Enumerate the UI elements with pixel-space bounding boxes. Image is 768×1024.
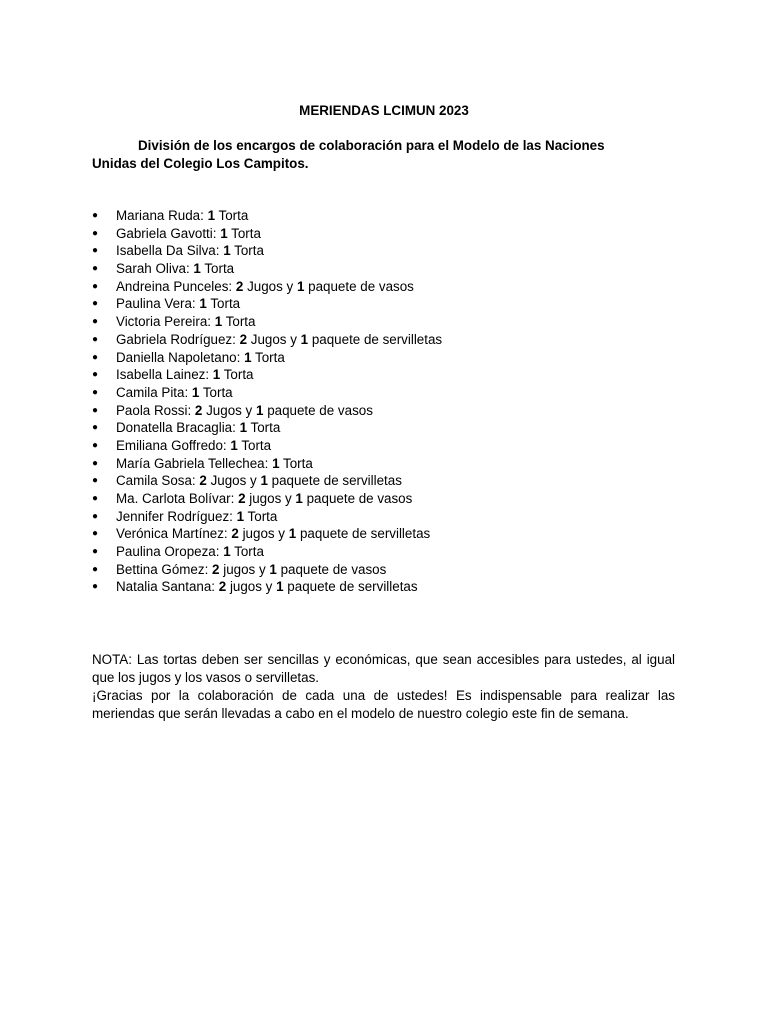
note-section — [92, 651, 675, 723]
list-item — [92, 260, 442, 278]
person-name: Gabriela Gavotti: — [116, 225, 217, 241]
person-name: Isabella Lainez: — [116, 367, 210, 383]
list-item — [92, 331, 442, 349]
person-name: Sarah Oliva: — [116, 261, 190, 277]
bullet-icon: ● — [92, 457, 99, 469]
quantity-1: 2 — [199, 473, 207, 489]
item-1: Torta — [250, 420, 281, 436]
item-2: paquete de servilletas — [287, 579, 418, 595]
quantity-2: 1 — [269, 561, 277, 577]
quantity-1: 2 — [235, 278, 244, 294]
list-item — [92, 490, 442, 508]
quantity-1: 2 — [194, 402, 203, 418]
person-name: Victoria Pereira: — [116, 314, 212, 330]
list-item — [92, 384, 442, 402]
bullet-icon: ● — [92, 351, 99, 363]
quantity-1: 2 — [212, 561, 220, 577]
person-name: Isabella Da Silva: — [116, 243, 220, 259]
item-1: Torta — [234, 243, 264, 259]
bullet-icon: ● — [92, 245, 99, 257]
bullet-icon: ● — [92, 475, 99, 487]
quantity-1: 1 — [272, 455, 280, 471]
person-name: Camila Sosa: — [116, 473, 196, 489]
bullet-icon: ● — [92, 316, 99, 328]
person-name: Mariana Ruda: — [116, 208, 204, 223]
person-name: Daniella Napoletano: — [116, 349, 241, 365]
list-item — [92, 225, 442, 243]
person-name: Ma. Carlota Bolívar: — [116, 491, 235, 506]
quantity-1: 1 — [214, 314, 223, 330]
item-2: paquete de vasos — [306, 491, 413, 506]
quantity-1: 2 — [238, 491, 246, 506]
quantity-2: 1 — [300, 331, 309, 347]
person-name: Donatella Bracaglia: — [116, 420, 236, 436]
bullet-icon: ● — [92, 546, 99, 558]
quantity-2: 1 — [276, 579, 284, 595]
person-name: María Gabriela Tellechea: — [116, 455, 269, 471]
bullet-icon: ● — [92, 563, 99, 575]
quantity-2: 1 — [295, 491, 303, 506]
quantity-1: 1 — [230, 437, 238, 453]
bullet-icon: ● — [92, 210, 99, 221]
person-name: Camila Pita: — [116, 384, 189, 400]
quantity-1: 1 — [220, 225, 228, 241]
quantity-1: 1 — [223, 544, 231, 560]
list-item — [92, 242, 442, 260]
bullet-icon: ● — [92, 298, 99, 310]
list-item — [92, 543, 442, 561]
quantity-1: 1 — [244, 349, 252, 365]
assignment-list — [92, 207, 442, 596]
item-1: jugos y — [229, 579, 273, 595]
item-2: paquete de vasos — [280, 561, 387, 577]
list-item — [92, 561, 442, 579]
item-1: Torta — [247, 508, 278, 524]
quantity-2: 1 — [260, 473, 268, 489]
list-item — [92, 278, 442, 296]
person-name: Verónica Martínez: — [116, 526, 228, 542]
bullet-icon: ● — [92, 369, 99, 381]
quantity-2: 1 — [296, 278, 305, 294]
item-1: Torta — [241, 437, 272, 453]
person-name: Andreina Punceles: — [116, 278, 233, 294]
quantity-1: 1 — [212, 367, 221, 383]
quantity-1: 1 — [193, 261, 201, 277]
bullet-icon: ● — [92, 263, 99, 275]
document-title: MERIENDAS LCIMUN 2023 — [299, 103, 469, 118]
bullet-icon: ● — [92, 404, 99, 416]
item-2: paquete de vasos — [308, 278, 414, 294]
item-1: Torta — [202, 384, 233, 400]
quantity-2: 1 — [256, 402, 264, 418]
document-subtitle: División de los encargos de colaboración para el Modelo de las Naciones Unidas del Colegio Los Campitos. — [92, 138, 605, 171]
item-1: jugos y — [223, 561, 266, 577]
item-1: Torta — [255, 349, 285, 365]
list-item — [92, 402, 442, 420]
quantity-2: 1 — [288, 526, 297, 542]
quantity-1: 1 — [223, 243, 231, 259]
quantity-1: 1 — [207, 208, 216, 223]
quantity-1: 1 — [236, 508, 245, 524]
quantity-1: 1 — [199, 296, 207, 312]
list-item — [92, 349, 442, 367]
item-1: Jugos y — [206, 402, 253, 418]
item-1: Jugos y — [247, 278, 294, 294]
person-name: Jennifer Rodríguez: — [116, 508, 233, 524]
list-item — [92, 578, 442, 596]
list-item — [92, 366, 442, 384]
person-name: Bettina Gómez: — [116, 561, 209, 577]
list-item — [92, 472, 442, 490]
item-1: Torta — [223, 367, 254, 383]
note-text: NOTA: Las tortas deben ser sencillas y económicas, que sean accesibles para ustedes, al igual que los jugos y los vasos o servilletas. — [92, 652, 675, 685]
person-name: Paulina Oropeza: — [116, 544, 220, 560]
list-item — [92, 437, 442, 455]
person-name: Natalia Santana: — [116, 579, 216, 595]
quantity-1: 1 — [239, 420, 248, 436]
quantity-1: 2 — [239, 331, 248, 347]
bullet-icon: ● — [92, 333, 99, 345]
thanks-text: ¡Gracias por la colaboración de cada una de ustedes! Es indispensable para realizar las meriendas que serán llevadas a cabo en el modelo de nuestro colegio este fin de semana. — [92, 688, 675, 721]
item-1: Torta — [234, 544, 264, 560]
item-1: Torta — [210, 296, 241, 312]
list-item — [92, 295, 442, 313]
list-item — [92, 508, 442, 526]
bullet-icon: ● — [92, 227, 99, 239]
item-1: jugos y — [249, 491, 292, 506]
bullet-icon: ● — [92, 280, 99, 292]
person-name: Paulina Vera: — [116, 296, 196, 312]
item-1: Torta — [283, 455, 313, 471]
item-1: Torta — [218, 208, 249, 223]
bullet-icon: ● — [92, 493, 99, 504]
item-2: paquete de servilletas — [271, 473, 402, 489]
item-1: jugos y — [242, 526, 286, 542]
person-name: Emiliana Goffredo: — [116, 437, 227, 453]
item-1: Torta — [204, 261, 235, 277]
bullet-icon: ● — [92, 510, 99, 522]
item-1: Jugos y — [210, 473, 257, 489]
bullet-icon: ● — [92, 528, 99, 540]
list-item — [92, 207, 442, 225]
bullet-icon: ● — [92, 581, 99, 593]
item-1: Torta — [225, 314, 256, 330]
list-item — [92, 419, 442, 437]
item-2: paquete de servilletas — [299, 526, 431, 542]
quantity-1: 1 — [191, 384, 200, 400]
quantity-1: 2 — [231, 526, 239, 542]
bullet-icon: ● — [92, 386, 99, 398]
list-item — [92, 525, 442, 543]
bullet-icon: ● — [92, 439, 99, 451]
item-1: Torta — [231, 225, 261, 241]
person-name: Paola Rossi: — [116, 402, 192, 418]
list-item — [92, 313, 442, 331]
bullet-icon: ● — [92, 422, 99, 434]
item-2: paquete de vasos — [267, 402, 373, 418]
item-1: Jugos y — [250, 331, 297, 347]
list-item — [92, 455, 442, 473]
item-2: paquete de servilletas — [311, 331, 443, 347]
person-name: Gabriela Rodríguez: — [116, 331, 236, 347]
quantity-1: 2 — [218, 579, 227, 595]
